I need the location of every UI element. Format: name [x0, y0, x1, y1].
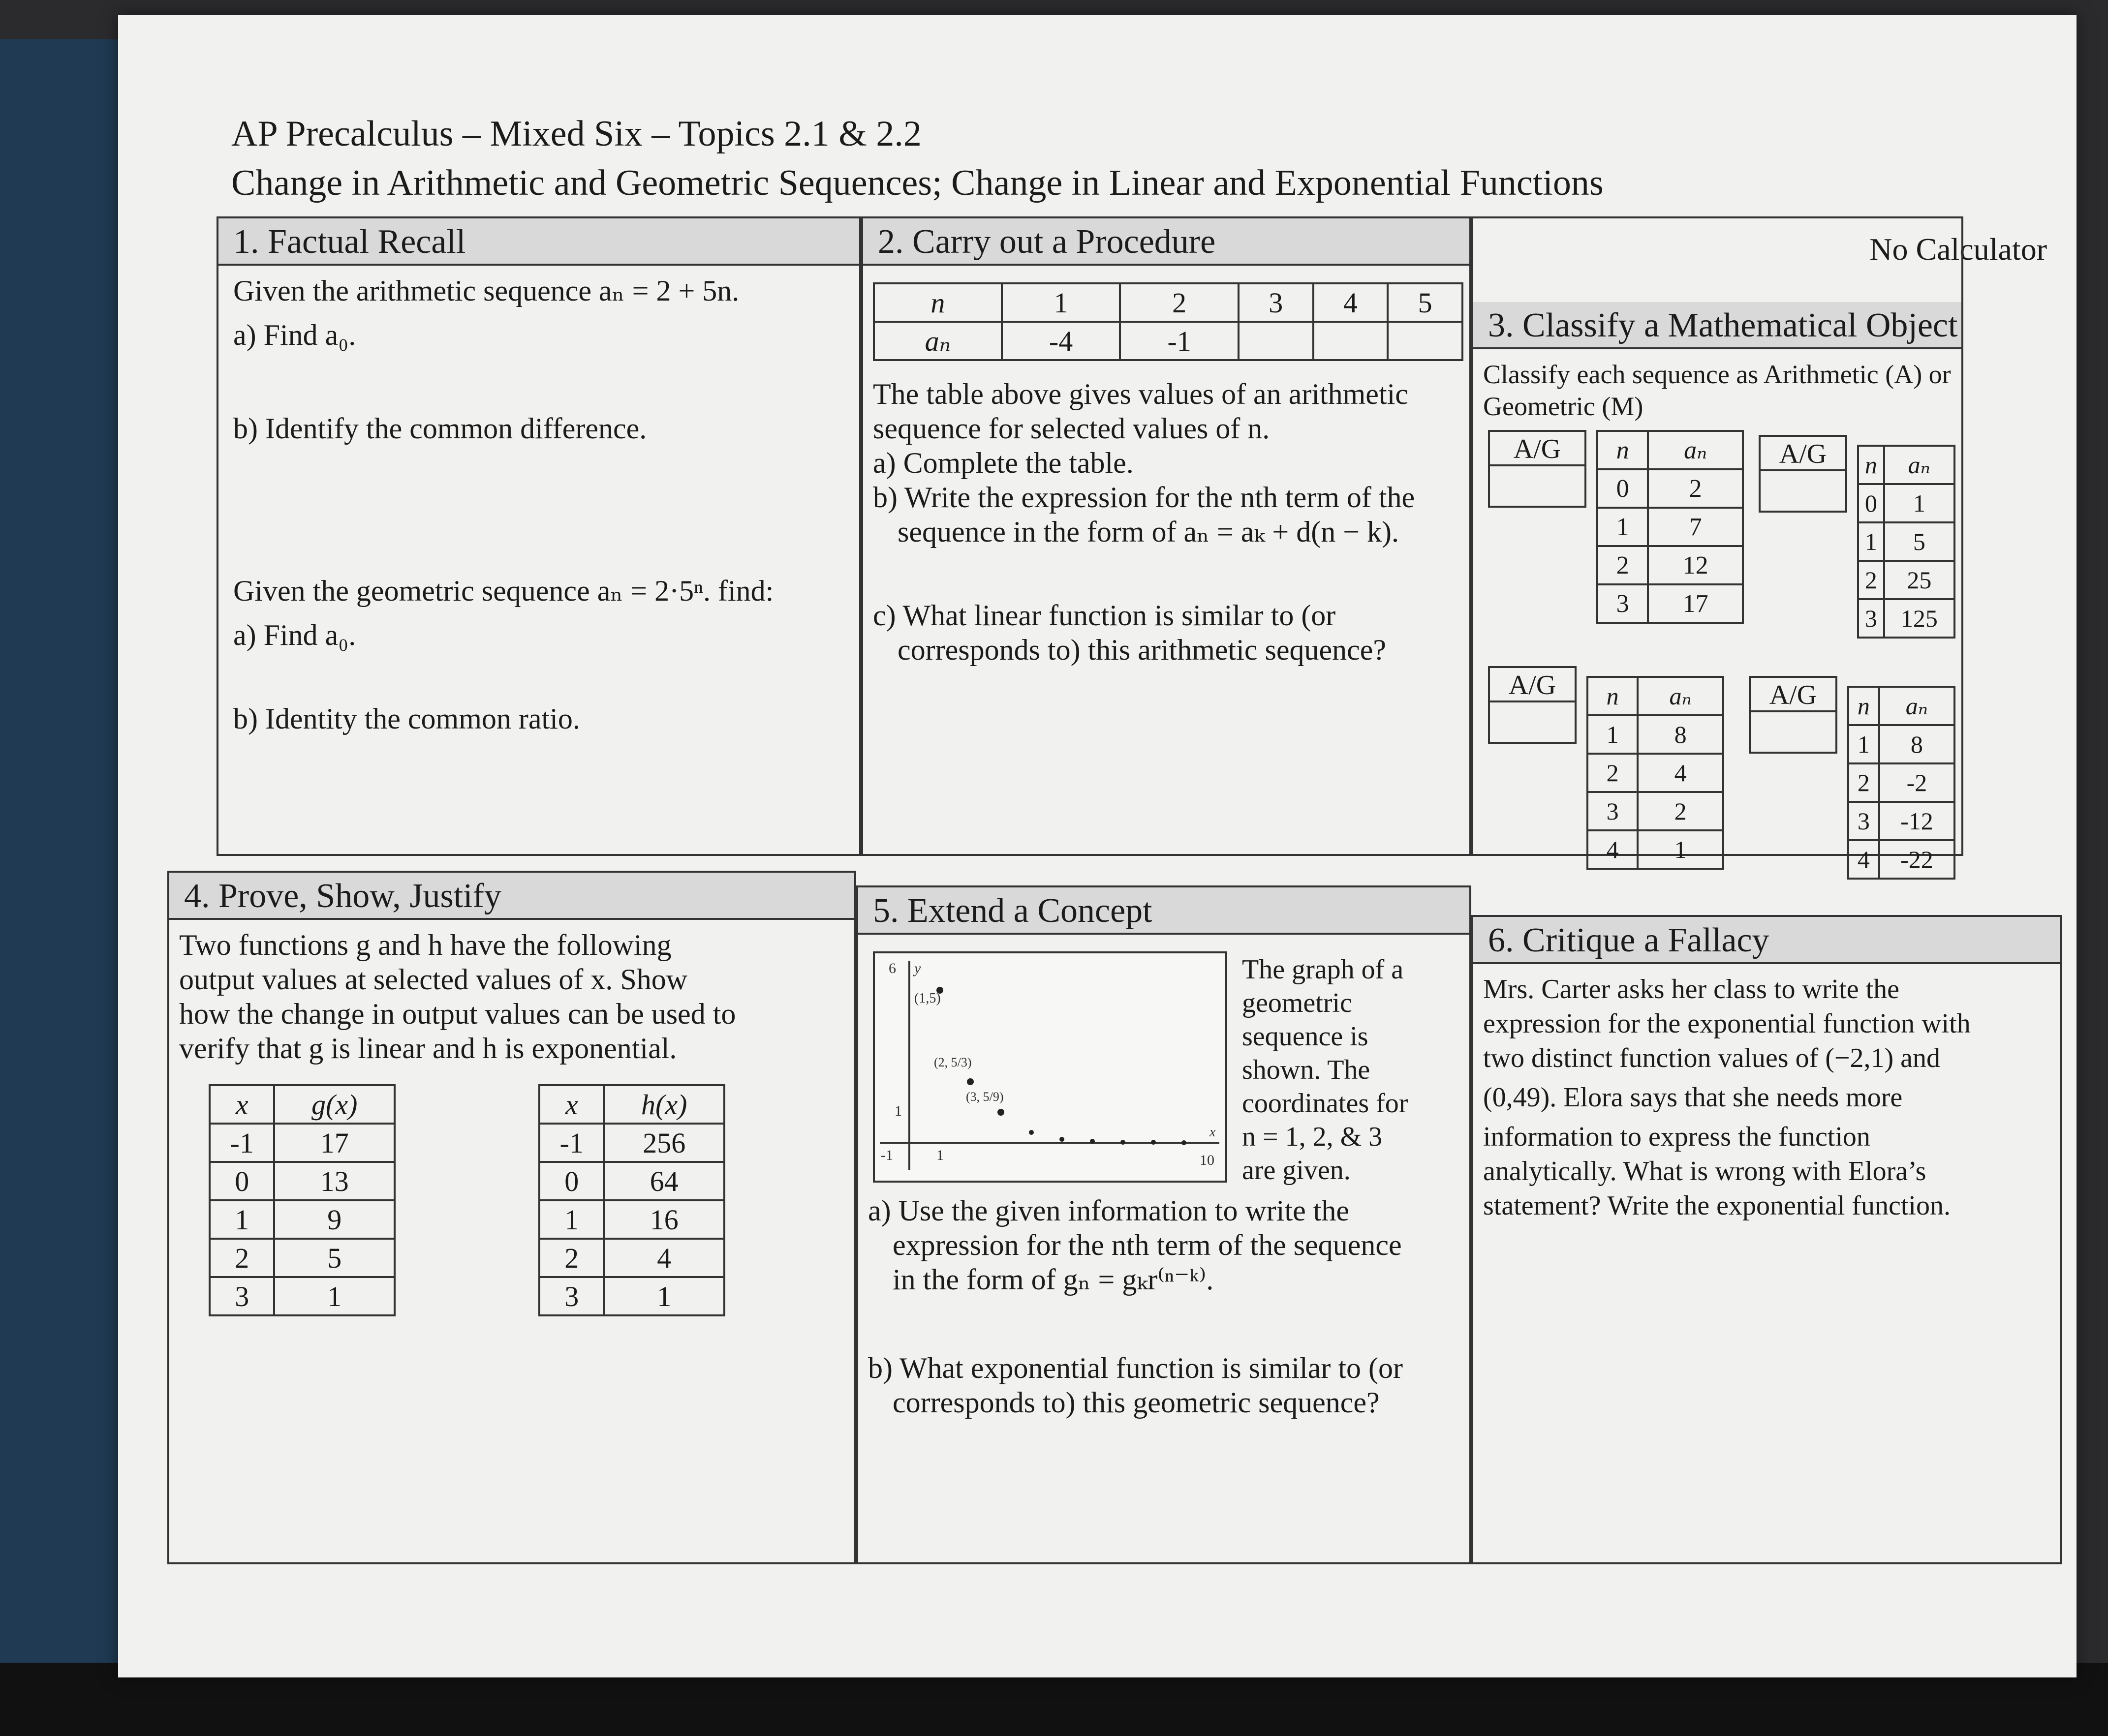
x-one-label: 1: [936, 1147, 944, 1163]
table-cell: -4: [1002, 322, 1120, 360]
x-axis-label: x: [1209, 1125, 1216, 1140]
ag-answer-box[interactable]: A/G: [1749, 676, 1837, 754]
table-cell: 5: [1388, 283, 1462, 322]
s1-line-2: a) Find a₀.: [233, 319, 356, 351]
h-table: x h(x) -1 256 0 64 1 16 2 4 3 1: [538, 1084, 725, 1316]
s2-line-1: The table above gives values of an arithmetic: [873, 378, 1408, 410]
s2-line-7: corresponds to) this arithmetic sequence?: [898, 634, 1386, 666]
section-1-title: 1. Factual Recall: [218, 218, 859, 266]
s2-line-3: a) Complete the table.: [873, 447, 1134, 479]
s5-line-7: are given.: [1242, 1155, 1351, 1186]
worksheet-paper: [118, 15, 2077, 1677]
section-critique-fallacy: [1471, 915, 2062, 1564]
ag-answer-box[interactable]: A/G: [1488, 666, 1577, 744]
sequence-graph: [873, 951, 1227, 1183]
classify-table-1: n aₙ 0 2 1 7 2 12 3 17: [1596, 430, 1744, 624]
ag-answer-box[interactable]: A/G: [1488, 430, 1586, 508]
s4-line-3: how the change in output values can be used to: [179, 998, 736, 1030]
point-7: [1120, 1140, 1125, 1145]
s1-line-5: a) Find a₀.: [233, 619, 356, 651]
table-cell: 1: [1002, 283, 1120, 322]
section-extend-concept: [856, 885, 1471, 1564]
s6-line-2: expression for the exponential function with: [1483, 1008, 1971, 1039]
s6-line-4: (0,49). Elora says that she needs more: [1483, 1082, 1903, 1113]
s4-line-4: verify that g is linear and h is exponential.: [179, 1032, 677, 1065]
table-row-a: [874, 322, 1462, 360]
s3-line-2: Geometric (M): [1483, 392, 1643, 421]
section-carry-out-procedure: [861, 216, 1471, 856]
table-cell: 3: [1239, 283, 1313, 322]
table-cell-blank[interactable]: [1313, 322, 1388, 360]
s5-line-4: shown. The: [1242, 1055, 1370, 1085]
s1-line-4: Given the geometric sequence aₙ = 2·5ⁿ. find:: [233, 575, 774, 607]
worksheet-title: AP Precalculus – Mixed Six – Topics 2.1 & 2.2: [231, 114, 922, 154]
point-9: [1181, 1140, 1186, 1145]
table-row-n: [874, 283, 1462, 322]
x-min-label: -1: [881, 1147, 893, 1163]
s2-line-2: sequence for selected values of n.: [873, 412, 1270, 445]
s4-line-1: Two functions g and h have the following: [179, 929, 672, 961]
s5-line-5: coordinates for: [1242, 1088, 1408, 1119]
s6-line-1: Mrs. Carter asks her class to write the: [1483, 974, 1899, 1005]
section-prove-show-justify: [167, 871, 856, 1564]
table-cell-blank[interactable]: [1388, 322, 1462, 360]
point-4: [1029, 1130, 1034, 1135]
table-cell: n: [874, 283, 1002, 322]
s5-line-1: The graph of a: [1242, 954, 1404, 985]
s6-line-5: information to express the function: [1483, 1122, 1870, 1152]
y-axis-label: y: [914, 960, 921, 976]
section-2-title: 2. Carry out a Procedure: [863, 218, 1469, 266]
s6-line-3: two distinct function values of (−2,1) and: [1483, 1043, 1940, 1073]
x-max-label: 10: [1200, 1152, 1214, 1168]
point-5: [1059, 1137, 1064, 1142]
s2-line-5: sequence in the form of aₙ = aₖ + d(n − k).: [898, 516, 1399, 548]
s1-line-6: b) Identity the common ratio.: [233, 702, 580, 735]
point-2-label: (2, 5/3): [934, 1055, 972, 1069]
s5-line-3: sequence is: [1242, 1021, 1368, 1052]
section-classify-object: [1471, 216, 1963, 873]
s5-line-11: b) What exponential function is similar to (or: [868, 1352, 1403, 1384]
s2-line-6: c) What linear function is similar to (or: [873, 599, 1336, 632]
table-cell: -1: [1120, 322, 1239, 360]
point-6: [1090, 1139, 1095, 1144]
s5-line-2: geometric: [1242, 988, 1352, 1018]
s1-line-3: b) Identify the common difference.: [233, 412, 647, 445]
section-5-title: 5. Extend a Concept: [858, 887, 1469, 935]
s1-line-1: Given the arithmetic sequence aₙ = 2 + 5n.: [233, 274, 740, 307]
classify-table-4: n aₙ 1 8 2 -2 3 -12 4 -22: [1847, 686, 1955, 880]
s6-line-6: analytically. What is wrong with Elora’s: [1483, 1156, 1926, 1187]
g-table: x g(x) -1 17 0 13 1 9 2 5 3 1: [209, 1084, 396, 1316]
table-cell: 4: [1313, 283, 1388, 322]
s4-line-2: output values at selected values of x. Show: [179, 963, 688, 996]
s5-line-8: a) Use the given information to write the: [868, 1194, 1350, 1227]
section-3-title: 3. Classify a Mathematical Object: [1473, 302, 1961, 349]
worksheet-subtitle: Change in Arithmetic and Geometric Sequences; Change in Linear and Exponential Functions: [231, 163, 1604, 203]
s6-line-7: statement? Write the exponential function.: [1483, 1190, 1951, 1221]
point-3: [997, 1109, 1004, 1116]
table-cell: 2: [1120, 283, 1239, 322]
s5-line-12: corresponds to) this geometric sequence?: [893, 1386, 1380, 1419]
table-cell-blank[interactable]: [1239, 322, 1313, 360]
graph-svg: [875, 953, 1225, 1181]
point-1-label: (1,5): [914, 991, 941, 1006]
s2-line-4: b) Write the expression for the nth term of the: [873, 481, 1415, 514]
section-factual-recall: [217, 216, 861, 856]
point-2: [967, 1078, 974, 1085]
classify-table-2: n aₙ 0 1 1 5 2 25 3 125: [1857, 445, 1955, 639]
table-cell: aₙ: [874, 322, 1002, 360]
point-8: [1151, 1140, 1156, 1145]
section-6-title: 6. Critique a Fallacy: [1473, 917, 2060, 964]
s3-line-1: Classify each sequence as Arithmetic (A) or: [1483, 360, 1951, 389]
ag-answer-box[interactable]: A/G: [1759, 435, 1847, 513]
y-max-label: 6: [889, 960, 896, 976]
classify-table-3: n aₙ 1 8 2 4 3 2 4 1: [1586, 676, 1724, 870]
no-calculator-label: No Calculator: [1869, 232, 2047, 267]
y-one-label: 1: [895, 1103, 902, 1119]
s5-line-10: in the form of gₙ = gₖr⁽ⁿ⁻ᵏ⁾.: [893, 1263, 1214, 1296]
s5-line-6: n = 1, 2, & 3: [1242, 1122, 1383, 1152]
sequence-table: [873, 282, 1463, 361]
s5-line-9: expression for the nth term of the sequence: [893, 1229, 1402, 1261]
point-3-label: (3, 5/9): [966, 1090, 1004, 1104]
section-4-title: 4. Prove, Show, Justify: [169, 873, 854, 920]
